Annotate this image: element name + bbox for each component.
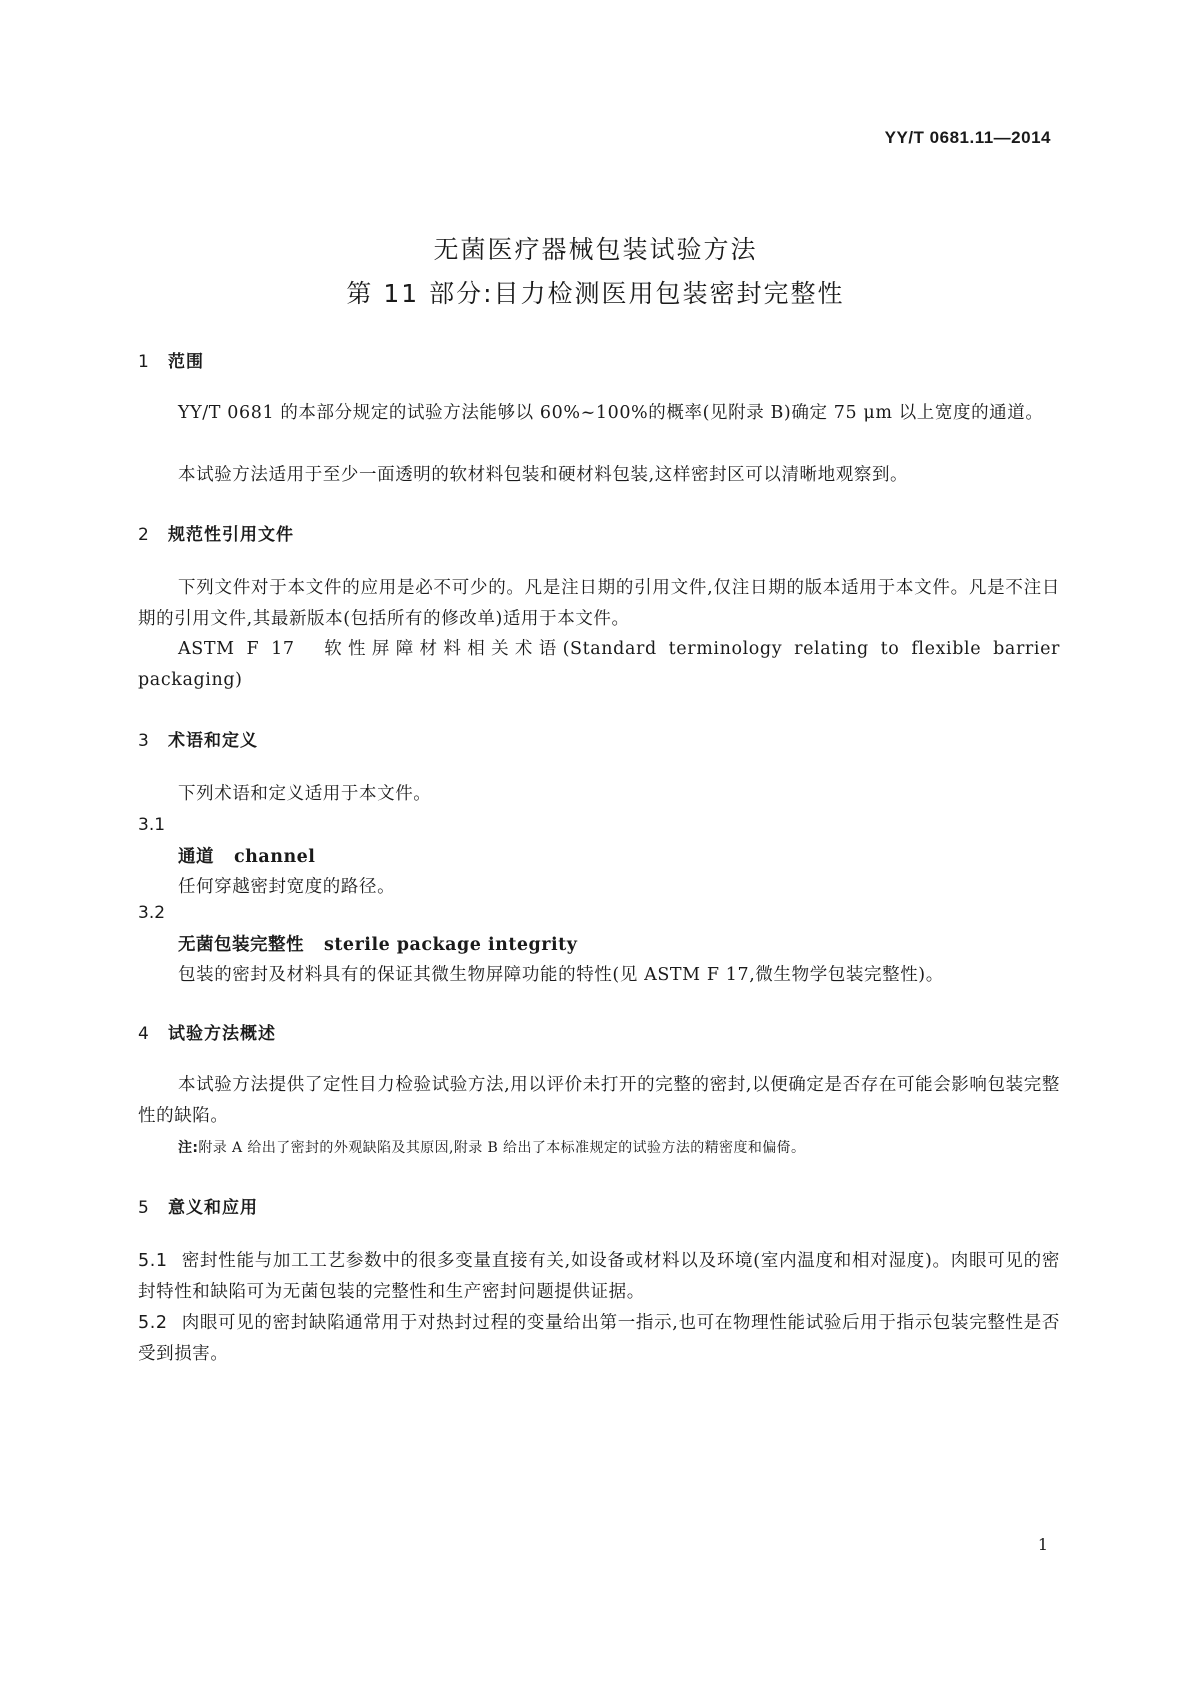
section-1-paragraph: 本试验方法适用于至少一面透明的软材料包装和硬材料包装,这样密封区可以清晰地观察到。 [178, 465, 909, 485]
section-title: 意义和应用 [168, 1198, 258, 1218]
section-number: 3 [138, 731, 150, 751]
clause-number: 5.2 [138, 1313, 168, 1333]
section-4-heading [138, 1019, 276, 1044]
note-label: 注: [178, 1140, 199, 1156]
term-zh: 无菌包装完整性 [178, 935, 304, 955]
term-zh: 通道 [178, 847, 214, 867]
term-definition: 任何穿越密封宽度的路径。 [178, 877, 396, 897]
document-title: 无菌医疗器械包装试验方法 [433, 235, 758, 264]
term-en: channel [234, 847, 316, 867]
clause-5-2 [138, 1308, 1060, 1370]
section-1-paragraph: YY/T 0681 的本部分规定的试验方法能够以 60%~100%的概率(见附录 B)确定 75 μm 以上宽度的通道。 [178, 403, 1044, 423]
standard-number: YY/T 0681.11—2014 [884, 128, 1051, 147]
term-definition: 包装的密封及材料具有的保证其微生物屏障功能的特性(见 ASTM F 17,微生物学包装完整性)。 [178, 965, 944, 985]
term-heading [178, 843, 315, 868]
page-number: 1 [1037, 1535, 1048, 1554]
normative-reference: ASTM F 17 软性屏障材料相关术语(Standard terminology relating to flexible barrier packaging) [138, 639, 1060, 690]
section-3-heading [138, 726, 258, 751]
note-text: 附录 A 给出了密封的外观缺陷及其原因,附录 B 给出了本标准规定的试验方法的精密度和偏倚。 [198, 1140, 806, 1156]
section-2-paragraph: 下列文件对于本文件的应用是必不可少的。凡是注日期的引用文件,仅注日期的版本适用于本文件。凡是不注日期的引用文件,其最新版本(包括所有的修改单)适用于本文件。 [138, 578, 1060, 629]
section-number: 2 [138, 525, 150, 545]
clause-text: 密封性能与加工工艺参数中的很多变量直接有关,如设备或材料以及环境(室内温度和相对湿度)。肉眼可见的密封特性和缺陷可为无菌包装的完整性和生产密封问题提供证据。 [138, 1251, 1060, 1302]
section-3-intro: 下列术语和定义适用于本文件。 [178, 784, 432, 804]
section-2-heading [138, 520, 294, 545]
section-title: 规范性引用文件 [168, 525, 294, 545]
section-number: 1 [138, 352, 150, 372]
section-number: 4 [138, 1024, 150, 1044]
clause-number: 5.1 [138, 1251, 168, 1271]
term-en: sterile package integrity [324, 935, 578, 955]
section-title: 术语和定义 [168, 731, 258, 751]
section-5-heading [138, 1193, 258, 1218]
section-4-paragraph: 本试验方法提供了定性目力检验试验方法,用以评价未打开的完整的密封,以便确定是否存在可能会影响包装完整性的缺陷。 [138, 1075, 1060, 1126]
section-title: 范围 [168, 352, 204, 372]
section-1-heading [138, 347, 204, 372]
clause-text: 肉眼可见的密封缺陷通常用于对热封过程的变量给出第一指示,也可在物理性能试验后用于指示包装完整性是否受到损害。 [138, 1313, 1060, 1364]
section-title: 试验方法概述 [168, 1024, 276, 1044]
note [178, 1137, 805, 1157]
clause-5-1 [138, 1246, 1060, 1308]
term-number: 3.1 [138, 815, 166, 835]
document-subtitle: 第 11 部分:目力检测医用包装密封完整性 [346, 279, 845, 308]
term-number: 3.2 [138, 903, 166, 923]
term-heading [178, 931, 577, 956]
section-number: 5 [138, 1198, 150, 1218]
